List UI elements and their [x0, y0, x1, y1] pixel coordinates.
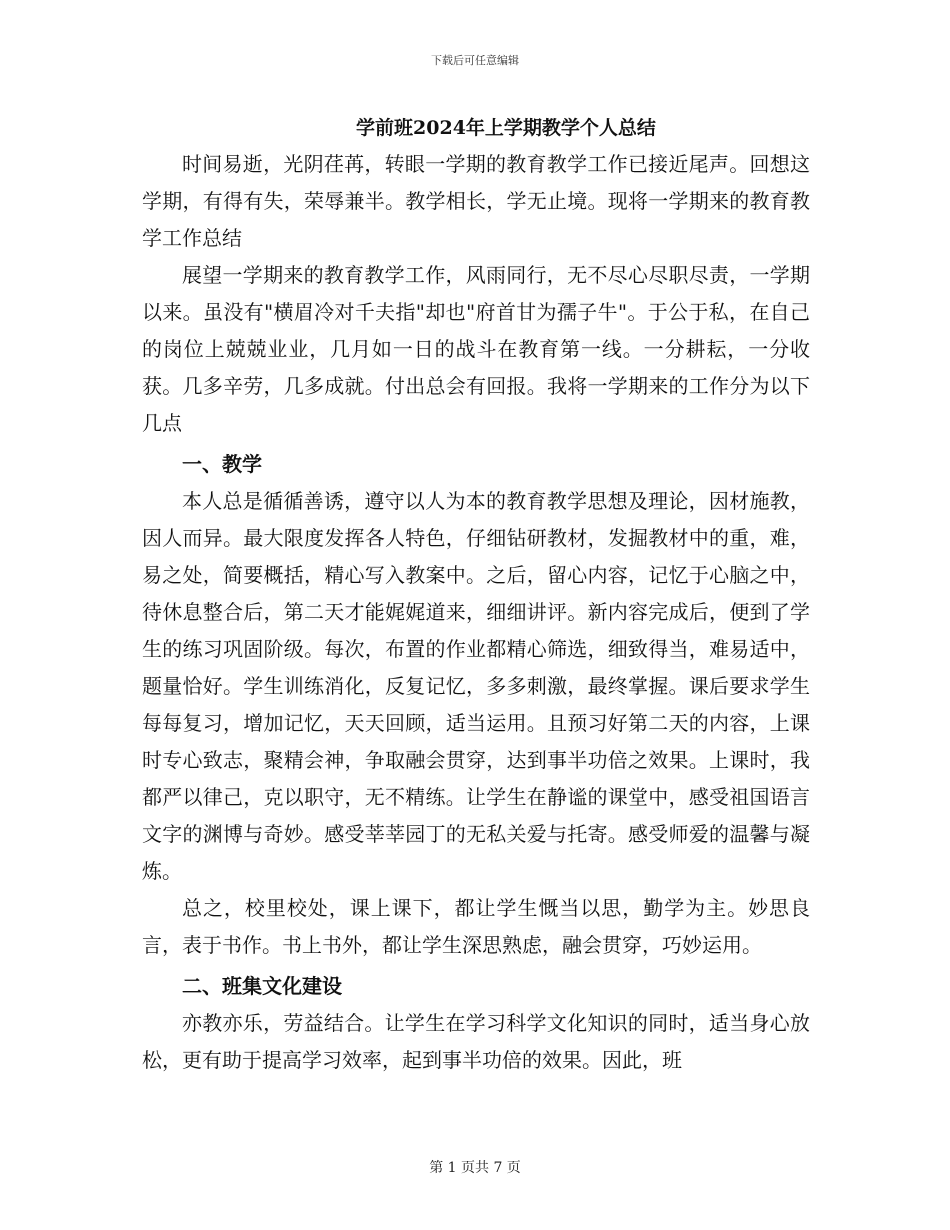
- page-header: 下载后可任意编辑: [431, 54, 519, 67]
- overview-paragraph: 展望一学期来的教育教学工作，风雨同行，无不尽心尽职尽责，一学期以来。虽没有"横眉冷对千夫指"却也"府首甘为孺子牛"。于公于私，在自己的岗位上兢兢业业，几月如一日的战斗在教育第一线。一分耕耘，一分收获。几多辛劳，几多成就。付出总会有回报。我将一学期来的工作分为以下几点: [142, 263, 810, 435]
- teaching-summary-paragraph: 总之，校里校处，课上课下，都让学生慨当以思，勤学为主。妙思良言，表于书作。书上书外，都让学生深思熟虑，融会贯穿，巧妙运用。: [142, 896, 810, 957]
- teaching-paragraph: 本人总是循循善诱，遵守以人为本的教育教学思想及理论，因材施教，因人而异。最大限度发挥各人特色，仔细钻研教材，发掘教材中的重，难，易之处，简要概括，精心写入教案中。之后，留心内容，记忆于心脑之中，待休息整合后，第二天才能娓娓道来，细细讲评。新内容完成后，便到了学生的练习巩固阶级。每次，布置的作业都精心筛选，细致得当，难易适中，题量恰好。学生训练消化，反复记忆，多多刺激，最终掌握。课后要求学生每每复习，增加记忆，天天回顾，适当运用。且预习好第二天的内容，上课时专心致志，聚精会神，争取融会贯穿，达到事半功倍之效果。上课时，我都严以律己，克以职守，无不精练。让学生在静谧的课堂中，感受祖国语言文字的渊博与奇妙。感受莘莘园丁的无私关爱与托寄。感受师爱的温馨与凝炼。: [142, 489, 810, 883]
- page-number: 第 1 页共 7 页: [429, 1160, 521, 1176]
- document-body: [142, 110, 810, 1079]
- section-heading-class-culture: 二、班集文化建设: [182, 974, 342, 998]
- section-heading-teaching: 一、教学: [182, 452, 262, 476]
- intro-paragraph: 时间易逝，光阴荏苒，转眼一学期的教育教学工作已接近尾声。回想这学期，有得有失，荣辱兼半。教学相长，学无止境。现将一学期来的教育教学工作总结: [142, 152, 810, 250]
- class-culture-paragraph: 亦教亦乐，劳益结合。让学生在学习科学文化知识的同时，适当身心放松，更有助于提高学习效率，起到事半功倍的效果。因此，班: [142, 1011, 810, 1072]
- document-title: 学前班2024年上学期教学个人总结: [356, 117, 656, 139]
